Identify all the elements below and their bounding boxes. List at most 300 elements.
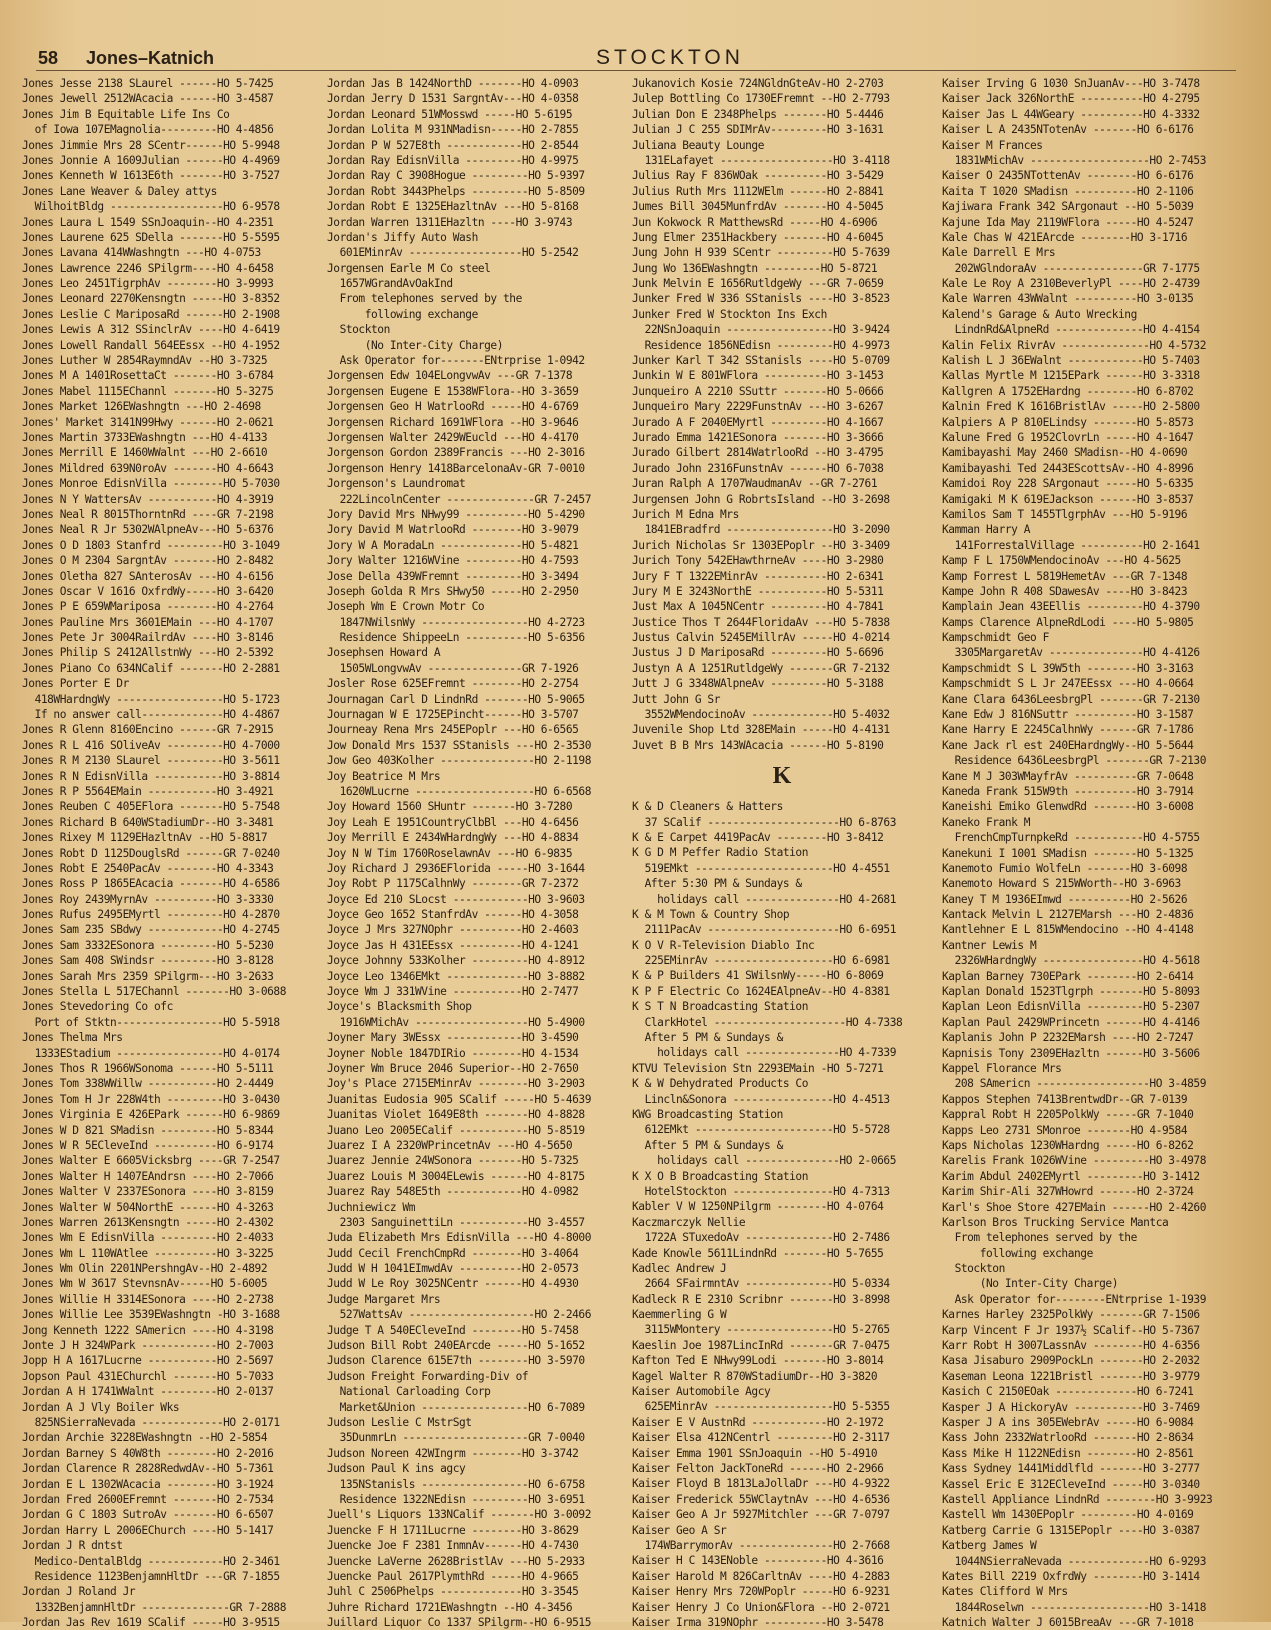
listing-line: 1044NSierraNevada -------------HO 6-9293 — [942, 1554, 1206, 1568]
listing-line: Juda Elizabeth Mrs EdisnVilla ---HO 4-8000 — [327, 1231, 591, 1245]
listing-line: Kasa Jisaburo 2909PockLn -------HO 2-2032 — [942, 1354, 1200, 1368]
listing-line: Kappel Florance Mrs — [942, 1062, 1062, 1075]
listing-line: Jory W A MoradaLn -------------HO 5-4821 — [327, 538, 579, 552]
listing-line: Jones Leonard 2270Kensngtn -----HO 3-8352 — [22, 292, 280, 306]
listing-line: Jung Wo 136EWashngtn ---------HO 5-8721 — [632, 261, 878, 275]
listing-line: Judd Cecil FrenchCmpRd --------HO 3-4064 — [327, 1246, 579, 1260]
listing-line: Joy's Place 2715EMinrAv --------HO 3-2903 — [327, 1077, 585, 1091]
listing-line: Joy N W Tim 1760RoselawnAv ---HO 6-9835 — [327, 846, 573, 860]
listing-line: Jun Kokwock R MatthewsRd -----HO 4-6906 — [632, 215, 878, 229]
listing-line: Jordan Jas B 1424NorthD -------HO 4-0903 — [327, 77, 579, 90]
listing-line: Kass John 2332WatrlooRd -------HO 2-8634 — [942, 1431, 1194, 1445]
listing-line: Kamigaki M K 619EJackson ------HO 3-8537 — [942, 492, 1194, 506]
listing-line: Kane Edw J 816NSuttr ----------HO 3-1587 — [942, 708, 1194, 722]
section-letter: K — [772, 763, 792, 790]
listing-line: Kafton Ted E NHwy99Lodi -------HO 3-8014 — [632, 1354, 884, 1368]
listing-line: Jones Wm Olin 2201NPershngAv--HO 2-4892 — [22, 1262, 268, 1276]
listing-line: Juanitas Eudosia 905 SCalif -----HO 5-4639 — [327, 1092, 591, 1106]
listing-line: Jonte J H 324WPark ------------HO 2-7003 — [22, 1339, 274, 1353]
listing-line: Kajune Ida May 2119WFlora -----HO 4-5247 — [942, 215, 1194, 229]
listing-line: Kaney T M 1936EImwd ----------HO 2-5626 — [942, 892, 1188, 906]
listing-line: Kaiser Harold M 826CarltnAv ----HO 4-2883 — [632, 1569, 890, 1583]
listing-line: Joy Robt P 1175CalhnWy --------GR 7-2372 — [327, 877, 579, 891]
listing-line: Katnich Walter J 6015BreaAv ---GR 7-1018 — [942, 1616, 1194, 1630]
listing-line: Jorgenson Henry 1418BarcelonaAv-GR 7-0010 — [327, 461, 585, 475]
listing-line: Kappos Stephen 7413BrentwdDr--GR 7-0139 — [942, 1092, 1188, 1106]
listing-line: Katberg James W — [942, 1539, 1037, 1553]
listing-line: Jones Laura L 1549 SSnJoaquin--HO 4-2351 — [22, 215, 274, 229]
listing-line: Jordan Robt E 1325EHazltnAv ---HO 5-8168 — [327, 200, 579, 214]
listing-line: HotelStockton ----------------HO 4-7313 — [632, 1184, 890, 1198]
listing-line: Journagan W E 1725EPincht------HO 3-5707 — [327, 708, 579, 722]
listing-line: 225EMinrAv -------------------HO 6-6981 — [632, 954, 890, 968]
listing-line: Jutt John G Sr — [632, 692, 720, 706]
listing-line: Juarez Jennie 24WSonora -------HO 5-7325 — [327, 1154, 579, 1168]
listing-line: 131ELafayet ------------------HO 3-4118 — [632, 153, 890, 167]
listing-line: After 5 PM & Sundays & — [632, 1031, 783, 1045]
listing-line: Jones Neal R 8015ThorntnRd ----GR 7-2198 — [22, 507, 274, 521]
page-number: 58 — [38, 48, 59, 68]
listing-line: Justice Thos T 2644FloridaAv ---HO 5-7838 — [632, 615, 890, 629]
listing-line: Judson Paul K ins agcy — [327, 1462, 466, 1476]
listing-line: Kanemoto Fumio WolfeLn -------HO 3-6098 — [942, 861, 1188, 875]
listing-line: Kampschmidt Geo F — [942, 631, 1049, 645]
listing-line: Jones P E 659WMariposa --------HO 4-2764 — [22, 600, 274, 614]
listing-line: Kale Chas W 421EArcde --------HO 3-1716 — [942, 230, 1188, 244]
listing-line: Kalish L J 36EWalnt ------------HO 5-7403 — [942, 354, 1200, 368]
listing-line: Kasich C 2150EOak -------------HO 6-7241 — [942, 1385, 1194, 1399]
listing-line: Joseph Wm E Crown Motr Co — [327, 600, 485, 614]
listing-line: Junqueiro Mary 2229FunstnAv ---HO 3-6267 — [632, 400, 884, 414]
listing-line: Kamidoi Roy 228 SArgonaut -----HO 5-6335 — [942, 477, 1194, 491]
listing-line: Kamp Forrest L 5819HemetAv ---GR 7-1348 — [942, 569, 1188, 583]
listing-line: Justyn A A 1251RutldgeWy -------GR 7-2132 — [632, 661, 890, 675]
listing-line: Jones Sarah Mrs 2359 SPilgrm---HO 3-2633 — [22, 969, 274, 983]
listing-line: WilhoitBldg ------------------HO 6-9578 — [22, 200, 280, 214]
listing-line: Justus Calvin 5245EMillrAv -----HO 4-0214 — [632, 631, 890, 645]
listing-line: Jones Oscar V 1616 OxfrdWy-----HO 3-6420 — [22, 584, 274, 598]
listing-line: Julian J C 255 SDIMrAv---------HO 3-1631 — [632, 123, 884, 137]
listing-line: 3305MargaretAv ---------------HO 4-4126 — [942, 646, 1200, 660]
listing-line: 2111PacAv ---------------------HO 6-6951 — [632, 923, 896, 937]
listing-line: Jones R P 5564EMain -----------HO 3-4921 — [22, 784, 274, 798]
listing-line: Jurado John 2316FunstnAv ------HO 6-7038 — [632, 461, 884, 475]
listing-line: of Iowa 107EMagnolia---------HO 4-4856 — [22, 123, 274, 137]
listing-line: Kalpiers A P 810ELindsy -------HO 5-8573 — [942, 415, 1194, 429]
listing-line: Jow Donald Mrs 1537 SStanisls ---HO 2-3530 — [327, 738, 591, 752]
listing-line: Jones Leo 2451TigrphAv --------HO 3-9993 — [22, 277, 274, 291]
listing-line: Joyner Mary 3WEssx ------------HO 3-4590 — [327, 1031, 579, 1045]
listing-line: Kaseman Leona 1221Bristl -------HO 3-9779 — [942, 1369, 1200, 1383]
listing-line: From telephones served by the — [327, 292, 522, 306]
listing-line: Jong Kenneth 1222 SAmericn ----HO 4-3198 — [22, 1323, 274, 1337]
listing-line: Juhl C 2506Phelps -------------HO 3-3545 — [327, 1585, 579, 1599]
column-4 — [942, 76, 1242, 1630]
listing-line: Kastell Appliance LindnRd --------HO 3-9923 — [942, 1492, 1213, 1506]
listing-line: Jones Sam 3332ESonora ---------HO 5-5230 — [22, 938, 274, 952]
listing-line: Karl's Shoe Store 427EMain ------HO 2-4260 — [942, 1200, 1206, 1214]
listing-line: Justus J D MariposaRd ---------HO 5-6696 — [632, 646, 884, 660]
listing-line: Karr Robt H 3007LassnAv --------HO 4-6356 — [942, 1339, 1200, 1353]
listing-line: Kaplan Leon EdisnVilla ---------HO 5-2307 — [942, 1000, 1200, 1014]
listing-line: Jordan J R dntst — [22, 1539, 123, 1553]
listing-line: Kanemoto Howard S 215WWorth--HO 3-6963 — [942, 877, 1181, 891]
listing-line: Joyce Ed 210 SLocst ------------HO 3-9603 — [327, 892, 585, 906]
listing-line: Jordan Harry L 2006EChurch ----HO 5-1417 — [22, 1523, 274, 1537]
listing-line: 1847NWilsnWy -----------------HO 4-2723 — [327, 615, 585, 629]
listing-line: KTVU Television Stn 2293EMain -HO 5-7271 — [632, 1061, 884, 1075]
listing-line: Jones Roy 2439MyrnAv ----------HO 3-3330 — [22, 892, 274, 906]
listing-line: Kaiser Automobile Agcy — [632, 1385, 771, 1399]
listing-line: Jordan Barney S 40W8th --------HO 2-2016 — [22, 1446, 274, 1460]
listing-line: Jones Market 126EWashngtn ---HO 2-4698 — [22, 400, 261, 414]
listing-line: Jones Rufus 2495EMyrtl ---------HO 4-2870 — [22, 908, 280, 922]
listing-line: Juarez Louis M 3004ELewis ------HO 4-8175 — [327, 1169, 585, 1183]
listing-line: Kade Knowle 5611LindnRd -------HO 5-7655 — [632, 1246, 884, 1260]
listing-line: Jordan Jas Rev 1619 SCalif -----HO 3-9515 — [22, 1616, 280, 1630]
listing-line: Juvet B B Mrs 143WAcacia ------HO 5-8190 — [632, 738, 884, 752]
listing-line: Kaneko Frank M — [942, 815, 1030, 829]
listing-line: Jung John H 939 SCentr ---------HO 5-7639 — [632, 246, 890, 260]
listing-line: Jorgensen Richard 1691WFlora --HO 3-9646 — [327, 415, 579, 429]
listing-line: Jorgenson's Laundromat — [327, 477, 466, 491]
listing-line: Jones Martin 3733EWashngtn ---HO 4-4133 — [22, 430, 268, 444]
listing-line: K S T N Broadcasting Station — [632, 1000, 808, 1014]
listing-line: Joy Howard 1560 SHuntr -------HO 3-7280 — [327, 800, 573, 814]
listing-line: Kaiser Jas L 44WGeary ----------HO 4-3332 — [942, 107, 1200, 121]
listing-line: Kaiser Irma 319NOphr ----------HO 3-5478 — [632, 1615, 884, 1629]
listing-line: Judd W H 1041EImwdAv ----------HO 2-0573 — [327, 1262, 579, 1276]
listing-line: Jones Jim B Equitable Life Ins Co — [22, 107, 230, 121]
listing-line: Jones Kenneth W 1613E6th -------HO 3-7527 — [22, 169, 280, 183]
listing-line: Jones Merrill E 1460WWalnt ---HO 2-6610 — [22, 446, 268, 460]
listing-line: 141ForrestalVillage ----------HO 2-1641 — [942, 538, 1200, 552]
listing-line: Kaiser M Frances — [942, 138, 1043, 152]
listing-line: Jurich Tony 542EHawthrneAv ----HO 3-2980 — [632, 554, 884, 568]
listing-line: Residence 6436LeesbrgPl -------GR 7-2130 — [942, 754, 1206, 768]
listing-line: LindnRd&AlpneRd --------------HO 4-4154 — [942, 323, 1200, 337]
listing-line: Juarez I A 2320WPrincetnAv ---HO 4-5650 — [327, 1138, 573, 1152]
listing-line: Judson Bill Robt 240EArcde -----HO 5-1652 — [327, 1339, 585, 1353]
listing-line: 418WHardngWy -----------------HO 5-1723 — [22, 692, 280, 706]
listing-line: Karnes Harley 2325PolkWy -------GR 7-1506 — [942, 1308, 1200, 1322]
listing-line: Judd W Le Roy 3025NCentr ------HO 4-4930 — [327, 1277, 579, 1291]
listing-line: Juillard Liquor Co 1337 SPilgrm--HO 6-9515 — [327, 1616, 591, 1630]
listing-line: Judson Noreen 42WIngrm --------HO 3-3742 — [327, 1446, 579, 1460]
listing-line: Kalin Felix RivrAv --------------HO 4-5732 — [942, 338, 1206, 352]
listing-line: Jones M A 1401RosettaCt -------HO 3-6784 — [22, 369, 274, 383]
listing-line: Jones R L 416 SOliveAv ---------HO 4-7000 — [22, 738, 280, 752]
listing-line: Jones Mabel 1115EChannl -------HO 5-3275 — [22, 384, 274, 398]
listing-line: Joy Richard J 2936EFlorida -----HO 3-1644 — [327, 861, 585, 875]
listing-line: (No Inter-City Charge) — [327, 338, 503, 352]
listing-line: 519EMkt ----------------------HO 4-4551 — [632, 861, 890, 875]
listing-line: Jones Jonnie A 1609Julian ------HO 4-4969 — [22, 153, 280, 167]
listing-line: Lincln&Sonora ----------------HO 4-4513 — [632, 1092, 890, 1106]
listing-line: 3115WMontery -----------------HO 5-2765 — [632, 1323, 890, 1337]
listing-line: Jorgensen Edw 104ELongvwAv ---GR 7-1378 — [327, 369, 573, 383]
listing-line: Kalune Fred G 1952ClovrLn -----HO 4-1647 — [942, 430, 1194, 444]
listing-line: Jones Lane Weaver & Daley attys — [22, 184, 217, 198]
column-2 — [327, 76, 627, 1630]
listing-line: Jones Lawrence 2246 SPilgrm----HO 4-6458 — [22, 261, 274, 275]
listing-line: Jones Stevedoring Co ofc — [22, 1000, 173, 1014]
listing-line: K X O B Broadcasting Station — [632, 1169, 808, 1183]
listing-line: 1620WLucrne -------------------HO 6-6568 — [327, 784, 591, 798]
listing-line: K O V R-Television Diablo Inc — [632, 938, 815, 952]
listing-line: Kapps Leo 2731 SMonroe -------HO 4-9584 — [942, 1123, 1188, 1137]
listing-line: Jurado Gilbert 2814WatrlooRd --HO 3-4795 — [632, 446, 884, 460]
listing-line: Jones W D 821 SMadisn ---------HO 5-8344 — [22, 1123, 274, 1137]
listing-line: 3552WMendocinoAv -------------HO 5-4032 — [632, 708, 890, 722]
listing-line: Kasper J A ins 305EWebrAv -----HO 6-9084 — [942, 1415, 1194, 1429]
listing-line: Jow Geo 403Kolher ---------------HO 2-1198 — [327, 754, 591, 768]
listing-line: 2303 SanguinettiLn -----------HO 3-4557 — [327, 1215, 585, 1229]
listing-line: Stockton — [327, 323, 390, 337]
listing-line: Kaiser E V AustnRd ------------HO 2-1972 — [632, 1415, 884, 1429]
listing-line: 1333EStadium -----------------HO 4-0174 — [22, 1046, 280, 1060]
listing-line: 208 SAmericn ------------------HO 3-4859 — [942, 1077, 1206, 1091]
listing-line: Jordan E L 1302WAcacia --------HO 3-1924 — [22, 1477, 274, 1491]
listing-line: Kaita T 1020 SMadisn ----------HO 2-1106 — [942, 184, 1194, 198]
page-header — [36, 44, 1236, 71]
listing-line: After 5:30 PM & Sundays & — [632, 877, 802, 891]
listing-line: Jones Wm W 3617 StevnsnAv-----HO 5-6005 — [22, 1277, 268, 1291]
listing-line: Kantner Lewis M — [942, 938, 1037, 952]
listing-line: Jones Richard B 640WStadiumDr--HO 3-3481 — [22, 815, 274, 829]
listing-line: Judson Leslie C MstrSgt — [327, 1415, 472, 1429]
listing-line: Jones' Market 3141N99Hwy ------HO 2-0621 — [22, 415, 274, 429]
listing-line: Jones N Y WattersAv -----------HO 4-3919 — [22, 492, 274, 506]
listing-line: Kalend's Garage & Auto Wrecking — [942, 307, 1137, 321]
listing-line: Jones Sam 408 SWindsr ---------HO 3-8128 — [22, 954, 274, 968]
listing-line: Jones Jesse 2138 SLaurel ------HO 5-7425 — [22, 77, 274, 90]
listing-line: 612EMkt ----------------------HO 5-5728 — [632, 1123, 890, 1137]
listing-line: Kaiser Felton JackToneRd ------HO 2-2966 — [632, 1461, 884, 1475]
listing-line: Kale Le Roy A 2310BeverlyPl ----HO 2-4739 — [942, 277, 1200, 291]
listing-line: Jones Monroe EdisnVilla --------HO 5-7030 — [22, 477, 280, 491]
listing-line: Joy Beatrice M Mrs — [327, 769, 441, 783]
listing-line: Jones Jewell 2512WAcacia ------HO 3-4587 — [22, 92, 274, 106]
listing-line: Kaplan Barney 730EPark --------HO 2-6414 — [942, 969, 1194, 983]
listing-line: Kaiser O 2435NTottenAv --------HO 6-6176 — [942, 169, 1194, 183]
listing-line: Kane M J 303WMayfrAv ----------GR 7-0648 — [942, 769, 1194, 783]
listing-line: If no answer call-------------HO 4-4867 — [22, 708, 280, 722]
listing-line: Jorgensen Eugene E 1538WFlora--HO 3-3659 — [327, 384, 579, 398]
listing-line: Jones Luther W 2854RaymndAv --HO 3-7325 — [22, 354, 268, 368]
listing-line: Kassel Eric E 312ECleveInd -----HO 3-0340 — [942, 1477, 1200, 1491]
listing-line: Junker Fred W 336 SStanisls ----HO 3-8523 — [632, 292, 890, 306]
listing-line: Josler Rose 625EFremnt --------HO 2-2754 — [327, 677, 579, 691]
listing-line: Jones Lewis A 312 SSinclrAv ----HO 4-6419 — [22, 323, 280, 337]
listing-line: 1916WMichAv ------------------HO 5-4900 — [327, 1015, 585, 1029]
listing-line: Kamp F L 1750WMendocinoAv ---HO 4-5625 — [942, 554, 1181, 568]
listing-line: Junker Karl T 342 SStanisls ----HO 5-0709 — [632, 354, 890, 368]
listing-line: 825NSierraNevada -------------HO 2-0171 — [22, 1415, 280, 1429]
listing-line: Jones Walter V 2337ESonora ----HO 3-8159 — [22, 1185, 274, 1199]
listing-line: 1841EBradfrd -----------------HO 3-2090 — [632, 523, 890, 537]
listing-line: Kagel Walter R 870WStadiumDr--HO 3-3820 — [632, 1369, 878, 1383]
listing-line: Jordan P W 527E8th ------------HO 2-8544 — [327, 138, 579, 152]
listing-line: Kallas Myrtle M 1215EPark ------HO 3-3318 — [942, 369, 1200, 383]
listing-line: 2664 SFairmntAv --------------HO 5-0334 — [632, 1277, 890, 1291]
listing-line: Jorgensen Earle M Co steel — [327, 261, 491, 275]
listing-line: Jung Elmer 2351Hackbery -------HO 4-6045 — [632, 230, 884, 244]
listing-line: Juliana Beauty Lounge — [632, 138, 764, 152]
listing-line: Jordan Ray C 3908Hogue ---------HO 5-9397 — [327, 169, 585, 183]
listing-line: K & D Cleaners & Hatters — [632, 800, 783, 814]
listing-line: Juencke LaVerne 2628BristlAv ---HO 5-2933 — [327, 1554, 585, 1568]
listing-line: K G D M Peffer Radio Station — [632, 846, 808, 860]
listing-line: Jones Lavana 414WWashngtn ---HO 4-0753 — [22, 246, 261, 260]
listing-line: Joy Leah E 1951CountryClbBl ---HO 4-6456 — [327, 815, 579, 829]
listing-line: Juchniewicz Wm — [327, 1200, 415, 1214]
listing-line: 1505WLongvwAv ---------------GR 7-1926 — [327, 661, 579, 675]
listing-line: Kaiser Elsa 412NCentrl ---------HO 2-3117 — [632, 1431, 890, 1445]
listing-line: Kaiser Emma 1901 SSnJoaquin --HO 5-4910 — [632, 1446, 878, 1460]
listing-line: Kale Warren 43WWalnt ----------HO 3-0135 — [942, 292, 1194, 306]
listing-line: Kane Harry E 2245CalhnWy ------GR 7-1786 — [942, 723, 1194, 737]
listing-line: Joyce Jas H 431EEssx ----------HO 4-1241 — [327, 938, 579, 952]
listing-line: Jones Pauline Mrs 3601EMain ---HO 4-1707 — [22, 615, 274, 629]
column-3-j-listings — [632, 76, 932, 753]
listing-line: Kass Mike H 1122NEdisn --------HO 2-8561 — [942, 1446, 1194, 1460]
listing-line: 1722A STuxedoAv --------------HO 2-7486 — [632, 1231, 890, 1245]
listing-line: Julep Bottling Co 1730EFremnt --HO 2-7793 — [632, 92, 890, 106]
listing-line: 202WGlndoraAv ----------------GR 7-1775 — [942, 261, 1200, 275]
listing-line: Josephsen Howard A — [327, 646, 441, 660]
listing-line: Juanitas Violet 1649E8th -------HO 4-8828 — [327, 1108, 585, 1122]
listing-line: Kaneishi Emiko GlenwdRd -------HO 3-6008 — [942, 800, 1194, 814]
listing-line: K & M Town & Country Shop — [632, 907, 790, 921]
listing-line: Jorgensen Geo H WatrlooRd -----HO 4-6769 — [327, 400, 579, 414]
listing-line: Kampschmidt S L Jr 247EEssx ---HO 4-0664 — [942, 677, 1194, 691]
listing-line: Jones Sam 235 SBdwy ------------HO 4-2745 — [22, 923, 280, 937]
listing-line: Kass Sydney 1441Middlfld -------HO 3-2777 — [942, 1462, 1200, 1476]
listing-line: Jury M E 3243NorthE -----------HO 5-5311 — [632, 584, 884, 598]
listing-line: National Carloading Corp — [327, 1385, 491, 1399]
listing-line: Kaplan Paul 2429WPrincetn ------HO 4-4146 — [942, 1015, 1200, 1029]
listing-line: Jones Porter E Dr — [22, 677, 129, 691]
listing-line: Julian Don E 2348Phelps -------HO 5-4446 — [632, 107, 884, 121]
listing-line: Jones Philip S 2412AllstnWy ---HO 2-5392 — [22, 646, 274, 660]
listing-line: following exchange — [327, 307, 478, 321]
listing-line: Jordan Clarence R 2828RedwdAv--HO 5-7361 — [22, 1462, 274, 1476]
listing-line: Kasper J A HickoryAv -----------HO 3-7469 — [942, 1400, 1200, 1414]
listing-line: K & W Dehydrated Products Co — [632, 1077, 808, 1091]
column-3-k-listings — [632, 799, 932, 1630]
listing-line: Kamibayashi Ted 2443EScottsAv--HO 4-8996 — [942, 461, 1194, 475]
listing-line: ClarkHotel ---------------------HO 4-7338 — [632, 1015, 903, 1029]
listing-line: Juano Leo 2005ECalif -----------HO 5-8519 — [327, 1123, 585, 1137]
listing-line: Jose Della 439WFremnt ---------HO 3-3494 — [327, 569, 579, 583]
listing-line: Kamilos Sam T 1455TlgrphAv ---HO 5-9196 — [942, 507, 1188, 521]
listing-line: 174WBarrymorAv ---------------HO 2-7668 — [632, 1538, 890, 1552]
listing-line: Kane Clara 6436LeesbrgPl -------GR 7-2130 — [942, 692, 1200, 706]
listing-line: Karp Vincent F Jr 1937½ SCalif--HO 5-7367 — [942, 1323, 1200, 1337]
name-range: Jones–Katnich — [86, 48, 215, 68]
listing-line: Jones R N EdisnVilla -----------HO 3-8814 — [22, 769, 280, 783]
listing-line: Jukanovich Kosie 724NGldnGteAv-HO 2-2703 — [632, 77, 884, 90]
listing-line: Jory David Mrs NHwy99 ----------HO 5-4290 — [327, 507, 585, 521]
listing-line: Stockton — [942, 1262, 1005, 1276]
listing-line: Jones Virginia E 426EPark ------HO 6-9869 — [22, 1108, 280, 1122]
listing-line: Kantack Melvin L 2127EMarsh ---HO 2-4836 — [942, 908, 1194, 922]
listing-line: Jones Pete Jr 3004RailrdAv ----HO 3-8146 — [22, 631, 274, 645]
listing-line: Kaiser Irving G 1030 SnJuanAv---HO 3-7478 — [942, 77, 1200, 90]
listing-line: Juarez Ray 548E5th ------------HO 4-0982 — [327, 1185, 579, 1199]
listing-line: Katberg Carrie G 1315EPoplr ----HO 3-0387 — [942, 1523, 1200, 1537]
listing-line: Kampschmidt S L 39W5th --------HO 3-3163 — [942, 661, 1194, 675]
listing-line: 22NSnJoaquin -----------------HO 3-9424 — [632, 323, 890, 337]
listing-line: Judson Clarence 615E7th --------HO 3-5970 — [327, 1354, 585, 1368]
listing-line: Juencke F H 1711Lucrne --------HO 3-8629 — [327, 1523, 579, 1537]
listing-line: Journagan Carl D LindnRd -------HO 5-9065 — [327, 692, 585, 706]
listing-line: Julius Ruth Mrs 1112WElm ------HO 2-8841 — [632, 184, 884, 198]
listing-line: Kaemmerling G W — [632, 1308, 727, 1322]
listing-line: Kaplan Donald 1523Tlgrph -------HO 5-8093 — [942, 985, 1200, 999]
listing-line: 625EMinrAv -------------------HO 5-5355 — [632, 1400, 890, 1414]
listing-line: Jones Ross P 1865EAcacia -------HO 4-6586 — [22, 877, 280, 891]
listing-line: Jones Robt D 1125DouglsRd ------GR 7-0240 — [22, 846, 280, 860]
listing-line: Jones Willie H 3314ESonora ----HO 2-2738 — [22, 1292, 274, 1306]
listing-line: Joyce Geo 1652 StanfrdAv ------HO 4-3058 — [327, 908, 579, 922]
listing-line: 35DunmrLn --------------------GR 7-0040 — [327, 1431, 585, 1445]
listing-line: Juvenile Shop Ltd 328EMain -----HO 4-4131 — [632, 723, 890, 737]
listing-line: Jones Walter W 504NorthE ------HO 4-3263 — [22, 1200, 274, 1214]
listing-line: Juran Ralph A 1707WaudmanAv --GR 7-2761 — [632, 477, 878, 491]
listing-line: Kaiser Henry Mrs 720WPoplr -----HO 6-9231 — [632, 1585, 890, 1599]
listing-line: Jones O M 2304 SargntAv -------HO 2-8482 — [22, 554, 274, 568]
listing-line: Jones Wm E EdisnVilla ---------HO 2-4033 — [22, 1231, 274, 1245]
listing-line: Jones Willie Lee 3539EWashngtn -HO 3-1688 — [22, 1308, 280, 1322]
listing-line: Joy Merrill E 2434WHardngWy ---HO 4-8834 — [327, 831, 579, 845]
listing-line: Karim Shir-Ali 327WHowrd ------HO 2-3724 — [942, 1185, 1194, 1199]
listing-line: FrenchCmpTurnpkeRd -----------HO 4-5755 — [942, 831, 1200, 845]
listing-line: Jones Tom 338WWillw -----------HO 2-4449 — [22, 1077, 274, 1091]
listing-line: Kamibayashi May 2460 SMadisn--HO 4-0690 — [942, 446, 1188, 460]
listing-line: 135NStanisls -----------------HO 6-6758 — [327, 1477, 585, 1491]
listing-line: Jordan Jerry D 1531 SargntAv---HO 4-0358 — [327, 92, 579, 106]
listing-line: Joyce Leo 1346EMkt -------------HO 3-8882 — [327, 969, 585, 983]
listing-line: Jones Wm L 110WAtlee ----------HO 3-3225 — [22, 1246, 274, 1260]
listing-line: Junkin W E 801WFlora ----------HO 3-1453 — [632, 369, 884, 383]
listing-line: Kamplain Jean 43EEllis ---------HO 4-3790 — [942, 600, 1200, 614]
listing-line: Kastell Wm 1430EPoplr ---------HO 4-0169 — [942, 1508, 1194, 1522]
listing-line: Jones Piano Co 634NCalif -------HO 2-2881 — [22, 661, 280, 675]
listing-line: Jones Robt E 2540PacAv --------HO 4-3343 — [22, 861, 274, 875]
listing-line: Jones Thos R 1966WSonoma ------HO 5-5111 — [22, 1062, 274, 1075]
listing-line: Ask Operator for-------ENtrprise 1-0942 — [327, 354, 585, 368]
listing-line: After 5 PM & Sundays & — [632, 1138, 783, 1152]
listing-line: Kaps Nicholas 1230WHardng -----HO 6-8262 — [942, 1138, 1194, 1152]
listing-line: Jones Jimmie Mrs 28 SCentr------HO 5-9948 — [22, 138, 280, 152]
listing-line: Jory Walter 1216WVine ---------HO 4-7593 — [327, 554, 579, 568]
listing-line: 1831WMichAv -------------------HO 2-7453 — [942, 153, 1206, 167]
listing-line: K P F Electric Co 1624EAlpneAv--HO 4-8381 — [632, 984, 890, 998]
listing-line: Jurado Emma 1421ESonora -------HO 3-3666 — [632, 430, 884, 444]
listing-line: Jordan Warren 1311EHazltn ----HO 3-9743 — [327, 215, 573, 229]
listing-line: 1332BenjamnHltDr --------------GR 7-2888 — [22, 1600, 286, 1614]
listing-line: Jopson Paul 431EChurchl -------HO 5-7033 — [22, 1369, 274, 1383]
listing-line: Jordan's Jiffy Auto Wash — [327, 230, 478, 244]
listing-line: Kamps Clarence AlpneRdLodi ----HO 5-9805 — [942, 615, 1194, 629]
listing-line: Kabler V W 1250NPilgrm --------HO 4-0764 — [632, 1200, 884, 1214]
listing-line: Residence ShippeeLn ----------HO 5-6356 — [327, 631, 585, 645]
listing-line: Kaiser Geo A Jr 5927Mitchler ---GR 7-0797 — [632, 1508, 890, 1522]
listing-line: Residence 1322NEdisn ---------HO 3-6951 — [327, 1492, 585, 1506]
column-3 — [632, 76, 932, 1630]
